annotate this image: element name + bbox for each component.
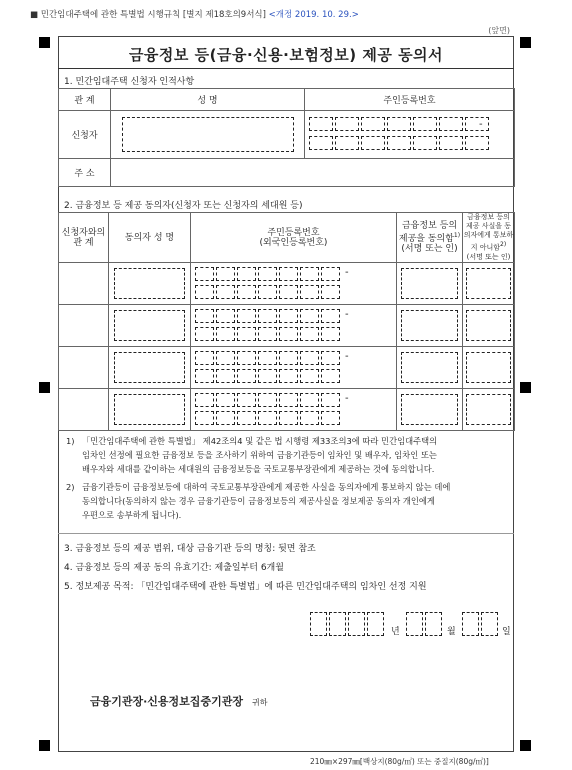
consenter-table — [58, 212, 515, 431]
digit-box[interactable] — [195, 309, 214, 323]
consenter-row — [59, 347, 515, 389]
digit-box[interactable] — [258, 285, 277, 299]
digit-box[interactable] — [279, 351, 298, 365]
row-address-label: 주 소 — [59, 159, 111, 187]
footnote-1-line: 「민간임대주택에 관한 특별법」 제42조의4 및 같은 법 시행령 제33조의3에 따라 민간임대주택의 — [82, 436, 438, 446]
day-input[interactable] — [462, 612, 502, 638]
digit-box[interactable] — [309, 117, 333, 131]
digit-box[interactable] — [258, 411, 277, 425]
digit-box[interactable] — [300, 351, 319, 365]
consenter-name-input[interactable] — [114, 268, 185, 299]
digit-box[interactable] — [216, 411, 235, 425]
id-dash: - — [345, 267, 349, 278]
digit-box[interactable] — [195, 411, 214, 425]
footnote-2-number: 2) — [66, 482, 75, 492]
digit-box[interactable] — [216, 309, 235, 323]
digit-box[interactable] — [279, 411, 298, 425]
notes-divider — [58, 533, 514, 534]
month-input[interactable] — [406, 612, 446, 638]
agree-signature-cell — [397, 305, 463, 347]
id-dash: - — [345, 393, 349, 404]
col-id-header: 주인등록번호 — [305, 89, 515, 111]
digit-box[interactable] — [195, 369, 214, 383]
footnote-2-line: 우편으로 송부하게 됩니다). — [82, 510, 182, 520]
agree-signature-input[interactable] — [401, 268, 458, 299]
digit-box[interactable] — [279, 393, 298, 407]
digit-box[interactable] — [309, 136, 333, 150]
digit-box[interactable] — [321, 393, 340, 407]
agree-signature-cell — [397, 263, 463, 305]
digit-box[interactable] — [195, 267, 214, 281]
digit-box[interactable] — [335, 117, 359, 131]
digit-box[interactable] — [387, 136, 411, 150]
digit-box[interactable] — [361, 117, 385, 131]
notify-signature-input[interactable] — [466, 268, 511, 299]
consenter-row — [59, 263, 515, 305]
agree-signature-cell — [397, 347, 463, 389]
col-notify-sublabel: (서명 또는 인) — [466, 252, 511, 261]
digit-box[interactable] — [481, 612, 498, 636]
paper-spec-footer: 210㎜×297㎜[백상지(80g/㎡) 또는 중질지(80g/㎡)] — [310, 757, 489, 766]
notify-signature-input[interactable] — [466, 352, 511, 383]
col-relation-header: 신청자와의 관 계 — [59, 213, 109, 263]
col-id-header — [191, 213, 397, 263]
footnote-1-line: 배우자와 세대를 같이하는 세대원의 금융정보등을 국토교통부장관에게 제공하는 것에 동의합니다. — [82, 464, 435, 474]
form-regulation-note — [30, 8, 359, 20]
year-input[interactable] — [310, 612, 390, 638]
item-3: 3. 금융정보 등의 제공 범위, 대상 금융기관 등의 명칭: 뒷면 참조 — [64, 544, 316, 554]
digit-box[interactable] — [367, 612, 384, 636]
applicant-name-cell — [111, 111, 305, 159]
col-relation-header: 관 계 — [59, 89, 111, 111]
digit-box[interactable] — [279, 327, 298, 341]
registration-mark-bottom-left — [39, 740, 50, 751]
digit-box[interactable] — [279, 267, 298, 281]
consenter-id-input[interactable] — [195, 267, 393, 301]
form-title: 금융정보 등(금융·신용·보험정보) 제공 동의서 — [128, 46, 444, 64]
digit-box[interactable] — [406, 612, 423, 636]
consenter-id-cell — [191, 263, 397, 305]
digit-box[interactable] — [195, 393, 214, 407]
notify-signature-cell — [463, 263, 515, 305]
digit-box[interactable] — [310, 612, 327, 636]
footnote-1-line: 임차인 선정에 필요한 금융정보 등을 조사하기 위하여 금융기관등이 임차인 및 배우자, 임차인 또는 — [82, 450, 437, 460]
digit-box[interactable] — [321, 285, 340, 299]
consenter-id-input[interactable] — [195, 309, 393, 343]
agree-signature-input[interactable] — [401, 394, 458, 425]
digit-box[interactable] — [237, 309, 256, 323]
digit-box[interactable] — [300, 285, 319, 299]
applicant-name-input[interactable] — [122, 117, 294, 152]
digit-box[interactable] — [321, 309, 340, 323]
section1-heading: 1. 민간임대주택 신청자 인적사항 — [64, 77, 195, 87]
digit-box[interactable] — [348, 612, 365, 636]
notify-signature-cell — [463, 389, 515, 431]
title-divider — [58, 68, 514, 69]
digit-box[interactable] — [300, 327, 319, 341]
id-dash: - — [479, 119, 483, 130]
digit-box[interactable] — [216, 351, 235, 365]
addressee-suffix: 귀하 — [252, 698, 268, 707]
addressee — [90, 690, 268, 709]
notify-signature-input[interactable] — [466, 310, 511, 341]
registration-mark-mid-left — [39, 382, 50, 393]
relation-input[interactable] — [59, 263, 109, 305]
digit-box[interactable] — [329, 612, 346, 636]
col-agree-footnote-ref: 1) — [453, 232, 461, 239]
digit-box[interactable] — [216, 393, 235, 407]
notify-signature-cell — [463, 347, 515, 389]
day-label: 일 — [502, 627, 511, 637]
footnote-1-number: 1) — [66, 436, 75, 446]
consenter-row — [59, 389, 515, 431]
agree-signature-input[interactable] — [401, 310, 458, 341]
digit-box[interactable] — [465, 117, 489, 131]
consenter-name-input[interactable] — [114, 394, 185, 425]
footnote-2-line: 금융기관등이 금융정보등에 대하여 국토교통부장관에게 제공한 사실을 동의자에게 통보하지 않는 데에 — [82, 482, 451, 492]
applicant-id-cell — [305, 111, 515, 159]
registration-mark-top-left — [39, 37, 50, 48]
consenter-id-cell — [191, 305, 397, 347]
digit-box[interactable] — [258, 369, 277, 383]
footnote-2-line: 동의합니다(동의하지 않는 경우 금융기관등이 금융정보등의 제공사실을 정보제공 동의자 개인에게 — [82, 496, 435, 506]
relation-input[interactable] — [59, 389, 109, 431]
col-id-label: 주민등록번호 — [267, 227, 320, 238]
consenter-name-cell — [109, 263, 191, 305]
item-5: 5. 정보제공 목적: 「민간임대주택에 관한 특별법」에 따른 민간임대주택의 임차인 선정 지원 — [64, 582, 427, 592]
digit-box[interactable] — [258, 393, 277, 407]
digit-box[interactable] — [335, 136, 359, 150]
consenter-name-input[interactable] — [114, 310, 185, 341]
regulation-text: ■ 민간임대주택에 관한 특별법 시행규칙 [별지 제18호의9서식] — [30, 10, 266, 20]
registration-mark-bottom-right — [520, 740, 531, 751]
agree-signature-cell — [397, 389, 463, 431]
digit-box[interactable] — [237, 393, 256, 407]
digit-box[interactable] — [321, 267, 340, 281]
digit-box[interactable] — [439, 136, 463, 150]
digit-box[interactable] — [195, 327, 214, 341]
digit-box[interactable] — [237, 411, 256, 425]
footnote-1 — [66, 434, 508, 476]
digit-box[interactable] — [279, 369, 298, 383]
address-input[interactable] — [111, 159, 515, 187]
id-dash: - — [345, 351, 349, 362]
digit-box[interactable] — [300, 267, 319, 281]
row-applicant-label: 신청자 — [59, 111, 111, 159]
digit-box[interactable] — [258, 309, 277, 323]
digit-box[interactable] — [465, 136, 489, 150]
digit-box[interactable] — [439, 117, 463, 131]
consenter-id-cell — [191, 389, 397, 431]
applicant-table — [58, 88, 515, 187]
consenter-name-cell — [109, 305, 191, 347]
digit-box[interactable] — [425, 612, 442, 636]
item-4: 4. 금융정보 등의 제공 동의 유효기간: 제출일부터 6개월 — [64, 563, 284, 573]
digit-box[interactable] — [279, 309, 298, 323]
addressee-name: 금융기관장·신용정보집중기관장 — [90, 695, 243, 708]
digit-box[interactable] — [237, 369, 256, 383]
digit-box[interactable] — [321, 351, 340, 365]
digit-box[interactable] — [300, 411, 319, 425]
digit-box[interactable] — [237, 285, 256, 299]
consenter-id-cell — [191, 347, 397, 389]
digit-box[interactable] — [195, 351, 214, 365]
digit-box[interactable] — [387, 117, 411, 131]
digit-box[interactable] — [216, 267, 235, 281]
digit-box[interactable] — [216, 285, 235, 299]
digit-box[interactable] — [279, 285, 298, 299]
footnote-2 — [66, 480, 508, 522]
digit-box[interactable] — [237, 267, 256, 281]
digit-box[interactable] — [413, 117, 437, 131]
digit-box[interactable] — [195, 285, 214, 299]
col-consenter-header: 동의자 성 명 — [109, 213, 191, 263]
digit-box[interactable] — [321, 327, 340, 341]
consenter-id-input[interactable] — [195, 393, 393, 427]
consenter-row — [59, 305, 515, 347]
digit-box[interactable] — [258, 267, 277, 281]
registration-mark-top-right — [520, 37, 531, 48]
relation-input[interactable] — [59, 347, 109, 389]
consenter-name-cell — [109, 389, 191, 431]
digit-box[interactable] — [216, 327, 235, 341]
col-name-header: 성 명 — [111, 89, 305, 111]
col-notify-header — [463, 213, 515, 263]
month-label: 월 — [447, 627, 456, 637]
digit-box[interactable] — [300, 369, 319, 383]
digit-box[interactable] — [321, 411, 340, 425]
digit-box[interactable] — [300, 309, 319, 323]
year-label: 년 — [391, 627, 400, 637]
id-dash: - — [345, 309, 349, 320]
revision-date: <개정 2019. 10. 29.> — [268, 10, 359, 20]
section2-heading: 2. 금융정보 등 제공 동의자(신청자 또는 신청자의 세대원 등) — [64, 201, 303, 211]
agree-signature-input[interactable] — [401, 352, 458, 383]
digit-box[interactable] — [462, 612, 479, 636]
digit-box[interactable] — [216, 369, 235, 383]
consenter-name-cell — [109, 347, 191, 389]
col-id-sublabel: (외국인등록번호) — [259, 237, 328, 248]
relation-input[interactable] — [59, 305, 109, 347]
footnotes — [66, 434, 508, 522]
consenter-name-input[interactable] — [114, 352, 185, 383]
notify-signature-input[interactable] — [466, 394, 511, 425]
col-notify-footnote-ref: 2) — [500, 241, 507, 249]
notify-signature-cell — [463, 305, 515, 347]
digit-box[interactable] — [237, 351, 256, 365]
registration-mark-mid-right — [520, 382, 531, 393]
digit-box[interactable] — [237, 327, 256, 341]
digit-box[interactable] — [361, 136, 385, 150]
col-agree-header — [397, 213, 463, 263]
consenter-id-input[interactable] — [195, 351, 393, 385]
col-notify-label: 금융정보 등의 제공 사실을 동의자에게 통보하지 아니함 — [463, 213, 514, 252]
col-agree-sublabel: (서명 또는 인) — [401, 244, 458, 254]
col-agree-label: 금융정보 등의 제공을 동의함 — [398, 221, 458, 244]
digit-box[interactable] — [258, 351, 277, 365]
digit-box[interactable] — [258, 327, 277, 341]
digit-box[interactable] — [300, 393, 319, 407]
digit-box[interactable] — [321, 369, 340, 383]
form-side-label: (앞면) — [488, 26, 510, 35]
digit-box[interactable] — [413, 136, 437, 150]
